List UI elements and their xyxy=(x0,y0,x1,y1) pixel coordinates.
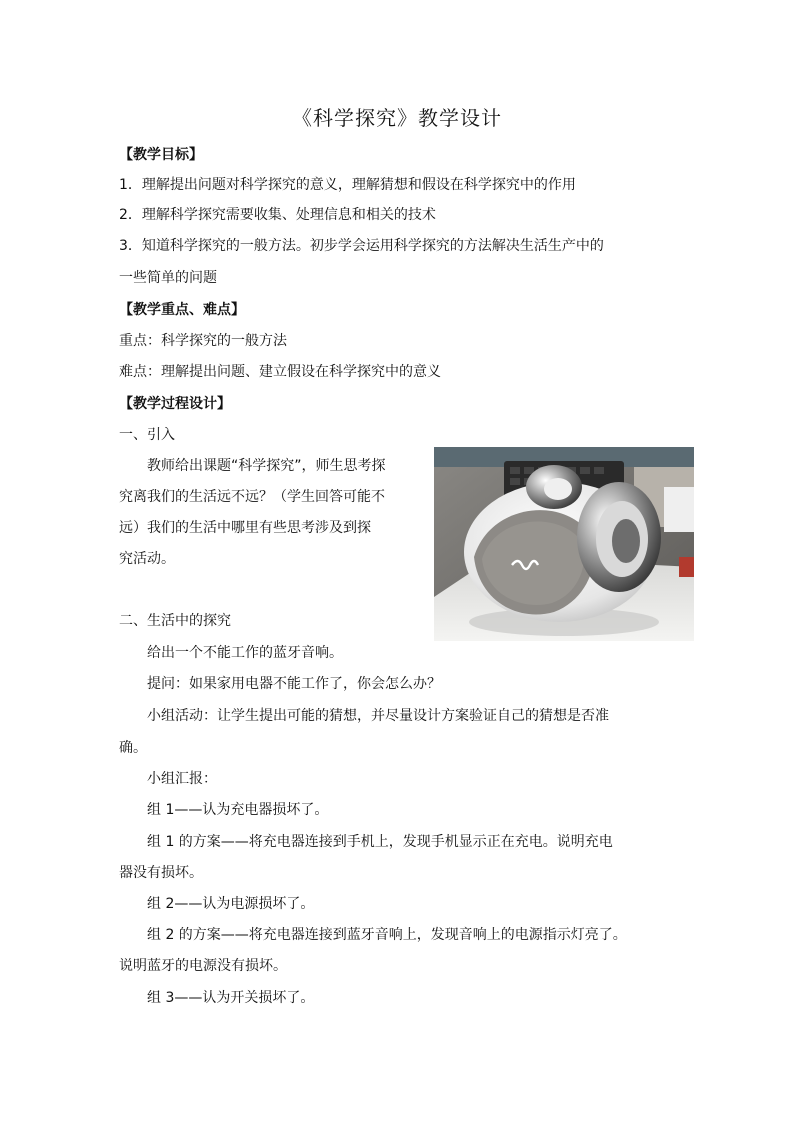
goal-item-1: 1．理解提出问题对科学探究的意义，理解猜想和假设在科学探究中的作用 xyxy=(119,177,576,193)
paragraph-speaker: 给出一个不能工作的蓝牙音响。 xyxy=(147,645,343,661)
intro-paragraph-line-2: 究离我们的生活远不远？（学生回答可能不 xyxy=(119,489,385,505)
paragraph-group-3: 组 3——认为开关损坏了。 xyxy=(147,990,315,1006)
paragraph-group-activity: 小组活动：让学生提出可能的猜想，并尽量设计方案验证自己的猜想是否准 xyxy=(147,708,609,724)
paragraph-group-report: 小组汇报： xyxy=(147,771,217,787)
process-heading: 【教学过程设计】 xyxy=(119,396,231,412)
paragraph-group-1-plan: 组 1 的方案——将充电器连接到手机上，发现手机显示正在充电。说明充电 xyxy=(147,834,613,850)
paragraph-group-2-plan-cont: 说明蓝牙的电源没有损坏。 xyxy=(119,958,287,974)
key-points-heading: 【教学重点、难点】 xyxy=(119,302,245,318)
paragraph-group-1: 组 1——认为充电器损坏了。 xyxy=(147,802,329,818)
life-inquiry-heading: 二、生活中的探究 xyxy=(119,613,231,629)
paragraph-group-2-plan: 组 2 的方案——将充电器连接到蓝牙音响上，发现音响上的电源指示灯亮了。 xyxy=(147,927,627,943)
goals-heading: 【教学目标】 xyxy=(119,147,203,163)
page-title: 《科学探究》教学设计 xyxy=(292,106,502,130)
key-point: 重点：科学探究的一般方法 xyxy=(119,333,287,349)
goal-item-3-cont: 一些简单的问题 xyxy=(119,270,217,286)
paragraph-group-activity-cont: 确。 xyxy=(119,740,147,756)
intro-heading: 一、引入 xyxy=(119,427,175,443)
intro-paragraph-line-4: 究活动。 xyxy=(119,551,175,567)
paragraph-group-1-plan-cont: 器没有损坏。 xyxy=(119,865,203,881)
difficult-point: 难点：理解提出问题、建立假设在科学探究中的意义 xyxy=(119,364,441,380)
paragraph-question: 提问：如果家用电器不能工作了，你会怎么办？ xyxy=(147,676,441,692)
bluetooth-speaker-photo xyxy=(434,447,694,641)
intro-paragraph-line-1: 教师给出课题“科学探究”，师生思考探 xyxy=(147,458,386,474)
intro-paragraph-line-3: 远）我们的生活中哪里有些思考涉及到探 xyxy=(119,520,371,536)
goal-item-3: 3．知道科学探究的一般方法。初步学会运用科学探究的方法解决生活生产中的 xyxy=(119,238,604,254)
paragraph-group-2: 组 2——认为电源损坏了。 xyxy=(147,896,315,912)
goal-item-2: 2．理解科学探究需要收集、处理信息和相关的技术 xyxy=(119,207,436,223)
